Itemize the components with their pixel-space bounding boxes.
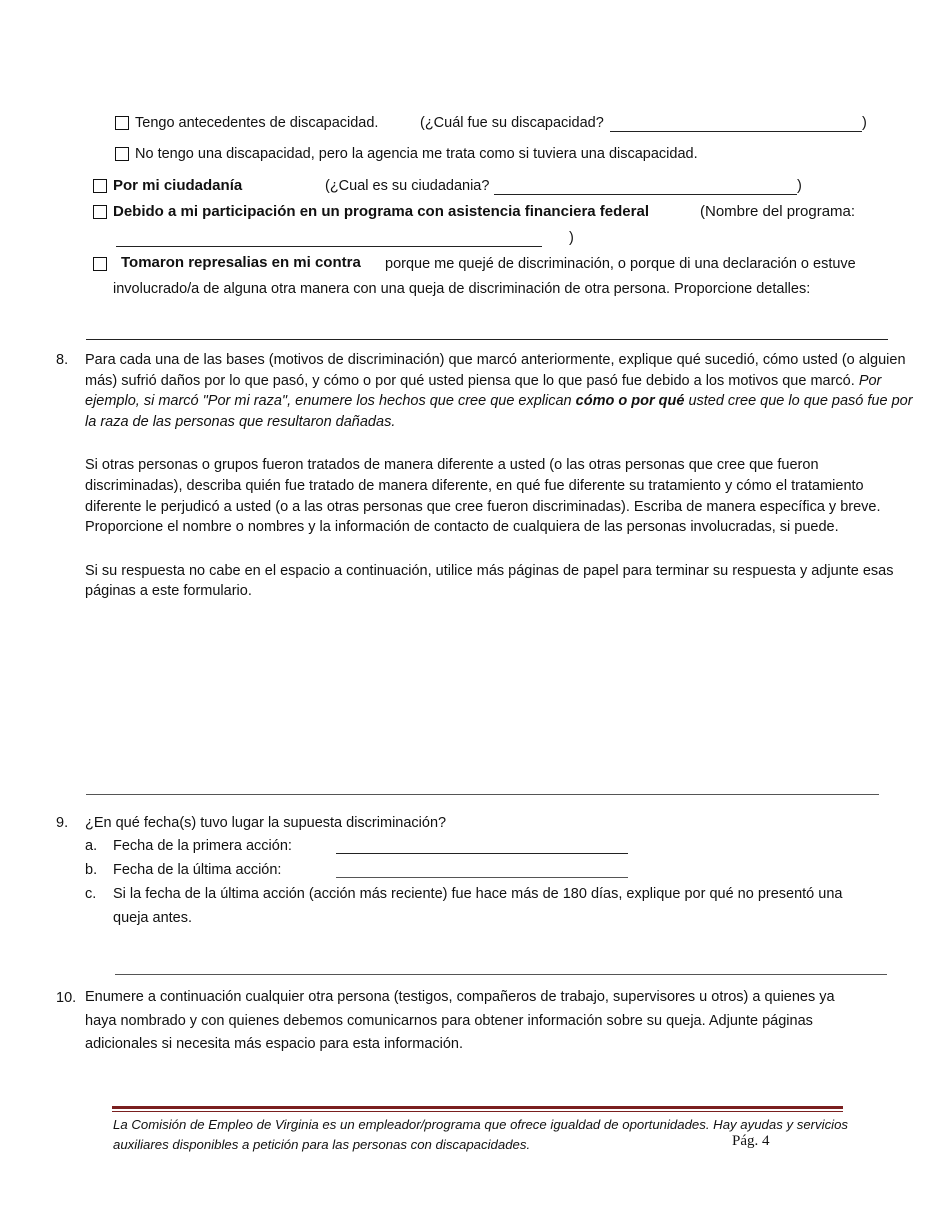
question-10-number: 10. bbox=[56, 990, 77, 1006]
footer-statement-line2: auxiliares disponibles a petición para las personas con discapacidades. bbox=[113, 1137, 531, 1152]
citizenship-close-paren: ) bbox=[797, 178, 802, 194]
question-8-paragraph-3: Si su respuesta no cabe en el espacio a continuación, utilice más páginas de papel para terminar su respuesta y adjunte esas páginas a este formulario. bbox=[85, 562, 894, 600]
first-action-date-field[interactable] bbox=[336, 853, 628, 854]
federal-program-close-paren: ) bbox=[569, 230, 574, 246]
question-9c-line1: Si la fecha de la última acción (acción más reciente) fue hace más de 180 días, explique por qué no presentó una bbox=[113, 886, 843, 902]
question-9c-answer-field[interactable] bbox=[115, 974, 887, 975]
disability-which-prompt: (¿Cuál fue su discapacidad? bbox=[420, 115, 604, 131]
question-10-line2: haya nombrado y con quienes debemos comunicarnos para obtener información sobre su queja. Adjunte páginas bbox=[85, 1013, 813, 1029]
question-8-number: 8. bbox=[56, 352, 69, 368]
question-10-line1: Enumere a continuación cualquier otra persona (testigos, compañeros de trabajo, supervisores u otros) a quienes ya bbox=[85, 989, 835, 1005]
question-9c-letter: c. bbox=[85, 886, 97, 902]
retaliation-checkbox[interactable] bbox=[93, 257, 107, 271]
question-9-text: ¿En qué fecha(s) tuvo lugar la supuesta discriminación? bbox=[85, 815, 447, 831]
last-action-date-field[interactable] bbox=[336, 877, 628, 878]
question-8-paragraph-2: Si otras personas o grupos fueron tratados de manera diferente a usted (o las otras personas que cree que fueron discriminadas), describa quién fue tratado de manera diferente, en qué fue diferente su tratamiento y cómo el tratamiento diferente le perjudicó a usted (o a las otras personas que cree fueron discriminadas). Escriba de manera específica y breve. Proporcione el nombre o nombres y la información de contacto de cualquiera de las personas involucradas, si puede. bbox=[85, 457, 881, 536]
retaliation-details-field[interactable] bbox=[86, 339, 888, 340]
question-9-number: 9. bbox=[56, 815, 69, 831]
footer-statement bbox=[113, 1115, 903, 1155]
page-number: Pág. 4 bbox=[732, 1133, 770, 1149]
disability-history-checkbox[interactable] bbox=[115, 116, 129, 130]
federal-program-prompt: (Nombre del programa: bbox=[700, 203, 856, 220]
federal-program-checkbox[interactable] bbox=[93, 205, 107, 219]
disability-which-field[interactable] bbox=[610, 131, 862, 132]
retaliation-text-line2: involucrado/a de alguna otra manera con una queja de discriminación de otra persona. Proporcione detalles: bbox=[113, 281, 811, 297]
question-8-text bbox=[85, 350, 915, 602]
question-8-paragraph-1 bbox=[85, 350, 915, 432]
question-10-line3: adicionales si necesita más espacio para esta información. bbox=[85, 1036, 464, 1052]
question-8-p1-main: Para cada una de las bases (motivos de discriminación) que marcó anteriormente, explique qué sucedió, cómo usted (o alguien más) sufrió daños por lo que pasó, y cómo o por qué usted piensa que lo que pasó fue debido a los motivos que marcó. bbox=[85, 352, 906, 389]
disability-history-label: Tengo antecedentes de discapacidad. bbox=[135, 115, 379, 131]
question-9c-line2: queja antes. bbox=[113, 910, 193, 926]
question-9b-label: Fecha de la última acción: bbox=[113, 862, 282, 878]
perceived-disability-checkbox[interactable] bbox=[115, 147, 129, 161]
citizenship-prompt: (¿Cual es su ciudadania? bbox=[325, 178, 490, 194]
question-9a-letter: a. bbox=[85, 838, 98, 854]
question-8-p1-example-end: usted cree que lo que pasó fue por la raza de las personas que resultaron dañadas. bbox=[85, 393, 913, 430]
question-8-p1-example: Por ejemplo, si marcó "Por mi raza", enumere los hechos que cree que explican bbox=[85, 372, 882, 410]
footer-rule bbox=[112, 1106, 843, 1112]
citizenship-label: Por mi ciudadanía bbox=[113, 177, 243, 194]
question-9a-label: Fecha de la primera acción: bbox=[113, 838, 292, 854]
question-9b-letter: b. bbox=[85, 862, 98, 878]
disability-close-paren: ) bbox=[862, 115, 867, 131]
perceived-disability-label: No tengo una discapacidad, pero la agencia me trata como si tuviera una discapacidad. bbox=[135, 146, 698, 162]
retaliation-text-line1: porque me quejé de discriminación, o porque di una declaración o estuve bbox=[385, 256, 856, 272]
question-8-answer-field[interactable] bbox=[86, 794, 879, 795]
retaliation-label: Tomaron represalias en mi contra bbox=[121, 254, 361, 271]
footer-statement-line1: La Comisión de Empleo de Virginia es un empleador/programa que ofrece igualdad de oportunidades. Hay ayudas y servicios bbox=[113, 1117, 849, 1132]
citizenship-checkbox[interactable] bbox=[93, 179, 107, 193]
federal-program-name-field[interactable] bbox=[116, 246, 542, 247]
question-8-p1-emphasis: cómo o por qué bbox=[575, 393, 685, 410]
federal-program-label: Debido a mi participación en un programa con asistencia financiera federal bbox=[113, 203, 649, 220]
citizenship-field[interactable] bbox=[494, 194, 797, 195]
